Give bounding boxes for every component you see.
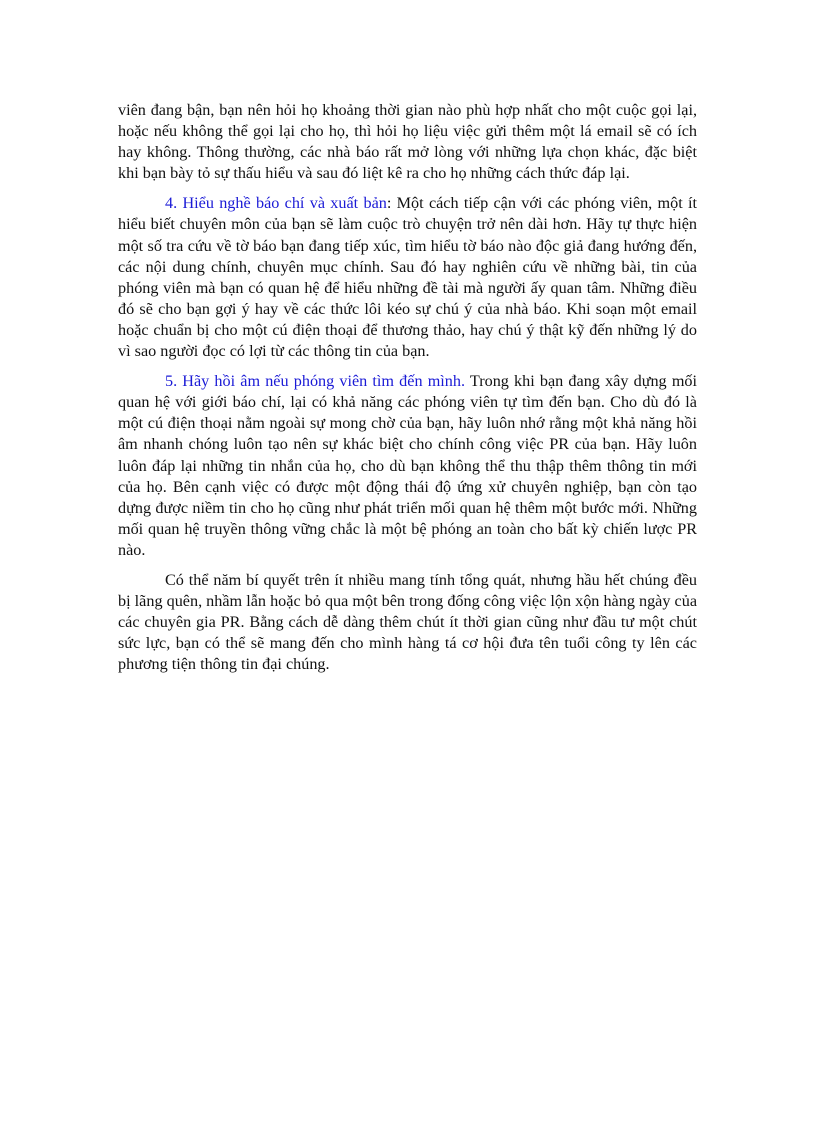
paragraph-conclusion [118,570,697,675]
paragraph-continuation [118,100,697,184]
paragraph-text: viên đang bận, bạn nên hỏi họ khoảng thời gian nào phù hợp nhất cho một cuộc gọi lại, hoặc nếu không thể gọi lại cho họ, thì hỏi họ liệu việc gửi thêm một lá email sẽ có ích hay không. Thông thường, các nhà báo rất mở lòng với những lựa chọn khác, đặc biệt khi bạn bày tỏ sự thấu hiểu và sau đó liệt kê ra cho họ những cách thức đáp lại. [118,101,697,183]
paragraph-text: : Một cách tiếp cận với các phóng viên, một ít hiểu biết chuyên môn của bạn sẽ làm cuộc trò chuyện trở nên dài hơn. Hãy tự thực hiện một số tra cứu về tờ báo bạn đang tiếp xúc, tìm hiểu tờ báo nào độc giả đang hướng đến, các nội dung chính, chuyên mục chính. Sau đó hay nghiên cứu về những bài, tin của phóng viên mà bạn có quan hệ để hiểu những đề tài mà người ấy quan tâm. Những điều đó sẽ cho bạn gợi ý hay về các thức lôi kéo sự chú ý của nhà báo. Khi soạn một email hoặc chuẩn bị cho một cú điện thoại để thương thảo, hay chú ý thật kỹ đến những lý do vì sao người đọc có lợi từ các thông tin của bạn. [118,194,697,361]
paragraph-text: Trong khi bạn đang xây dựng mối quan hệ với giới báo chí, lại có khả năng các phóng viên tự tìm đến bạn. Cho dù đó là một cú điện thoại nằm ngoài sự mong chờ của bạn, hãy luôn nhớ rằng một khả năng hồi âm nhanh chóng luôn tạo nên sự khác biệt cho chính công việc PR của bạn. Hãy luôn luôn đáp lại những tin nhắn của họ, cho dù bạn không thể thu thập thêm thông tin mới của họ. Bên cạnh việc có được một động thái độ ứng xử chuyên nghiệp, bạn còn tạo dựng được niềm tin cho họ cũng như phát triển mối quan hệ thêm một bước mới. Những mối quan hệ truyền thông vững chắc là một bệ phóng an toàn cho bất kỳ chiến lược PR nào. [118,372,697,559]
paragraph-tip-5 [118,371,697,561]
document-page [118,100,697,684]
tip-4-heading: 4. Hiểu nghề báo chí và xuất bản [165,194,387,213]
tip-5-heading: 5. Hãy hồi âm nếu phóng viên tìm đến mình. [165,372,466,391]
paragraph-tip-4 [118,193,697,362]
paragraph-text: Có thể năm bí quyết trên ít nhiều mang tính tổng quát, nhưng hầu hết chúng đều bị lãng quên, nhầm lẫn hoặc bỏ qua một bên trong đống công việc lộn xộn hàng ngày của các chuyên gia PR. Bằng cách dễ dàng thêm chút ít thời gian cũng như đầu tư một chút sức lực, bạn có thể sẽ mang đến cho mình hàng tá cơ hội đưa tên tuổi công ty lên các phương tiện thông tin đại chúng. [118,570,697,674]
